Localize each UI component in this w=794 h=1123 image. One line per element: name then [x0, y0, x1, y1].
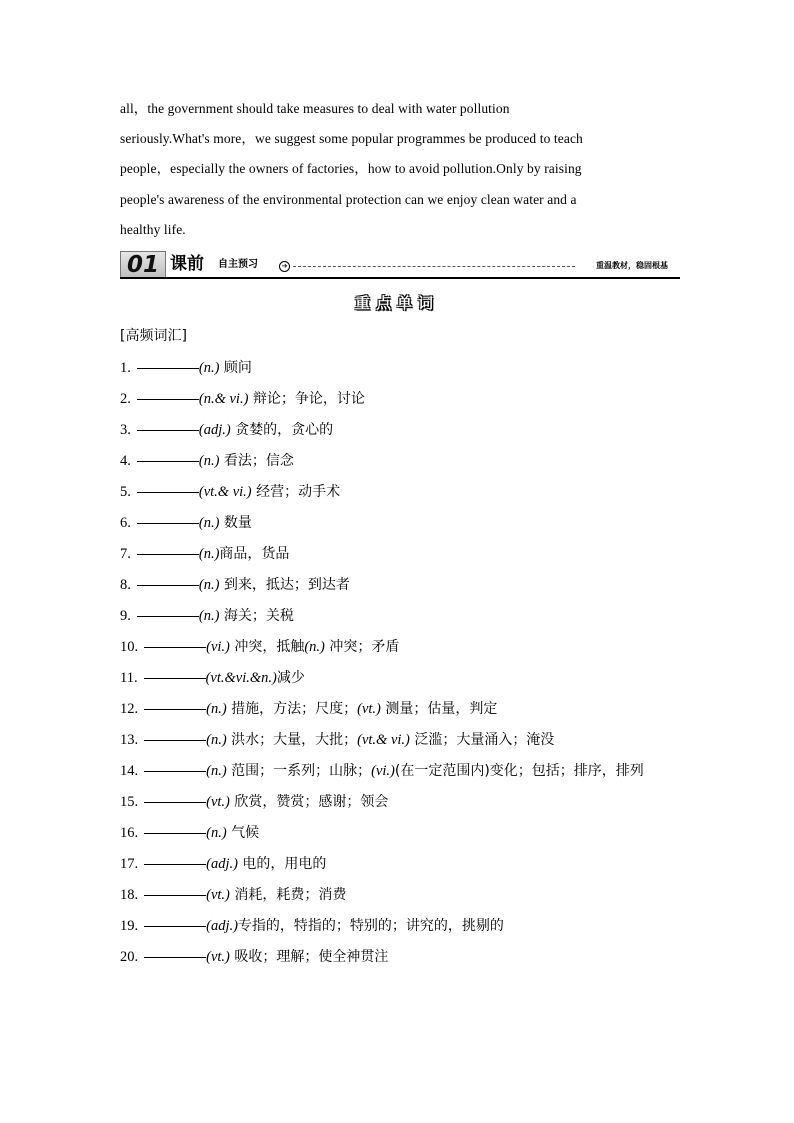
paragraph-line: healthy life. — [120, 221, 186, 237]
item-number: 6. — [120, 515, 131, 531]
paragraph-line: seriously.What's more，we suggest some popular programmes be produced to teach — [120, 131, 583, 147]
definition: 措施，方法；尺度； — [226, 701, 358, 717]
subhead: [高频词汇] — [120, 328, 187, 344]
vocab-item — [120, 384, 680, 415]
section-title: 重点单词 — [354, 294, 439, 312]
vocab-item — [120, 632, 680, 663]
item-number: 9. — [120, 608, 131, 624]
part-of-speech: (n.& vi.) — [198, 391, 249, 407]
vocab-item — [120, 911, 680, 942]
definition: 经营；动手术 — [251, 484, 341, 500]
definition: 吸收；理解；使全神贯注 — [229, 949, 389, 965]
part-of-speech: (n.) — [304, 639, 325, 655]
definition: 看法；信念 — [219, 453, 294, 469]
answer-blank[interactable] — [144, 925, 206, 927]
vocab-item — [120, 570, 680, 601]
answer-blank[interactable] — [137, 522, 199, 524]
part-of-speech: (adj.) — [198, 422, 231, 438]
answer-blank[interactable] — [137, 367, 199, 369]
part-of-speech: (n.) — [206, 701, 227, 717]
vocab-item — [120, 539, 680, 570]
item-number: 17. — [120, 856, 139, 872]
answer-blank[interactable] — [144, 801, 206, 803]
definition: 到来，抵达；到达者 — [219, 577, 350, 593]
vocab-item — [120, 353, 680, 384]
part-of-speech: (adj.) — [206, 918, 238, 934]
part-of-speech: (vi.) — [206, 639, 230, 655]
part-of-speech: (adj.) — [206, 856, 238, 872]
definition: 冲突；矛盾 — [324, 639, 400, 655]
answer-blank[interactable] — [137, 615, 199, 617]
definition: 贪婪的，贪心的 — [230, 422, 334, 438]
definition: 泛滥；大量涌入；淹没 — [409, 732, 555, 748]
vocab-item — [120, 415, 680, 446]
vocab-item — [120, 694, 680, 725]
item-number: 2. — [120, 391, 131, 407]
item-number: 7. — [120, 546, 131, 562]
vocab-item — [120, 663, 680, 694]
banner-number: 01 — [120, 251, 166, 279]
intro-paragraph — [120, 94, 680, 245]
item-number: 10. — [120, 639, 139, 655]
vocab-item — [120, 477, 680, 508]
item-number: 19. — [120, 918, 139, 934]
answer-blank[interactable] — [137, 398, 199, 400]
paragraph-line: people's awareness of the environmental protection can we enjoy clean water and a — [120, 191, 577, 207]
vocab-item — [120, 880, 680, 911]
item-number: 14. — [120, 763, 139, 779]
item-number: 4. — [120, 453, 131, 469]
vocab-item — [120, 787, 680, 818]
item-number: 1. — [120, 360, 131, 376]
vocab-item — [120, 508, 680, 539]
part-of-speech: (n.) — [206, 732, 227, 748]
part-of-speech: (vt.& vi.) — [357, 732, 410, 748]
answer-blank[interactable] — [144, 677, 206, 679]
part-of-speech: (vt.) — [206, 794, 230, 810]
part-of-speech: (n.) — [198, 608, 220, 624]
vocab-item — [120, 601, 680, 632]
part-of-speech: (n.) — [198, 453, 220, 469]
vocab-item — [120, 446, 680, 477]
item-number: 20. — [120, 949, 139, 965]
banner-dashed-line — [293, 266, 575, 267]
definition: 消耗，耗费；消费 — [229, 887, 347, 903]
banner-rule — [120, 277, 680, 279]
item-number: 3. — [120, 422, 131, 438]
definition: 顾问 — [219, 360, 252, 376]
answer-blank[interactable] — [144, 956, 206, 958]
part-of-speech: (n.) — [198, 515, 220, 531]
item-number: 8. — [120, 577, 131, 593]
part-of-speech: (vi.) — [371, 763, 395, 779]
definition: 减少 — [276, 670, 305, 686]
answer-blank[interactable] — [144, 770, 206, 772]
answer-blank[interactable] — [144, 708, 206, 710]
item-number: 12. — [120, 701, 139, 717]
vocab-item — [120, 725, 680, 756]
part-of-speech: (vt.) — [206, 949, 230, 965]
part-of-speech: (vt.& vi.) — [198, 484, 252, 500]
vocab-item — [120, 818, 680, 849]
answer-blank[interactable] — [137, 584, 199, 586]
definition: 海关；关税 — [219, 608, 294, 624]
circle-arrow-icon: ➔ — [279, 261, 290, 272]
part-of-speech: (n.) — [198, 546, 220, 562]
definition: 范围；一系列；山脉； — [226, 763, 372, 779]
answer-blank[interactable] — [144, 739, 206, 741]
item-number: 13. — [120, 732, 139, 748]
definition: 气候 — [226, 825, 260, 841]
item-number: 15. — [120, 794, 139, 810]
part-of-speech: (n.) — [198, 577, 220, 593]
definition: 专指的，特指的；特别的；讲究的，挑剔的 — [237, 918, 504, 934]
item-number: 5. — [120, 484, 131, 500]
vocab-list — [120, 353, 680, 973]
answer-blank[interactable] — [137, 491, 199, 493]
definition: 测量；估量，判定 — [380, 701, 498, 717]
part-of-speech: (vt.&vi.&n.) — [205, 670, 277, 686]
part-of-speech: (vt.) — [357, 701, 381, 717]
item-number: 11. — [120, 670, 138, 686]
vocab-item — [120, 942, 680, 973]
banner-tagline: 重温教材，稳固根基 — [596, 261, 668, 270]
definition: 辩论；争论，讨论 — [248, 391, 365, 407]
part-of-speech: (vt.) — [206, 887, 230, 903]
answer-blank[interactable] — [137, 460, 199, 462]
definition: 欣赏，赞赏；感谢；领会 — [229, 794, 389, 810]
definition: 洪水；大量，大批； — [226, 732, 358, 748]
vocab-item — [120, 756, 680, 787]
vocab-item — [120, 849, 680, 880]
definition: 数量 — [219, 515, 252, 531]
banner-subtitle: 自主预习 — [218, 259, 258, 270]
part-of-speech: (n.) — [206, 825, 227, 841]
part-of-speech: (n.) — [206, 763, 227, 779]
answer-blank[interactable] — [137, 429, 199, 431]
definition: 冲突，抵触 — [229, 639, 305, 655]
answer-blank[interactable] — [144, 863, 206, 865]
answer-blank[interactable] — [144, 832, 206, 834]
part-of-speech: (n.) — [198, 360, 220, 376]
item-number: 16. — [120, 825, 139, 841]
definition: 电的，用电的 — [237, 856, 327, 872]
paragraph-line: all，the government should take measures to deal with water pollution — [120, 101, 510, 116]
answer-blank[interactable] — [144, 894, 206, 896]
paragraph-line: people，especially the owners of factories，how to avoid pollution.Only by raising — [120, 161, 582, 177]
answer-blank[interactable] — [137, 553, 199, 555]
banner-title: 课前 — [170, 254, 204, 274]
definition: (在一定范围内)变化；包括；排序，排列 — [394, 763, 644, 779]
answer-blank[interactable] — [144, 646, 206, 648]
item-number: 18. — [120, 887, 139, 903]
section-banner — [120, 250, 680, 280]
definition: 商品，货品 — [219, 546, 290, 562]
